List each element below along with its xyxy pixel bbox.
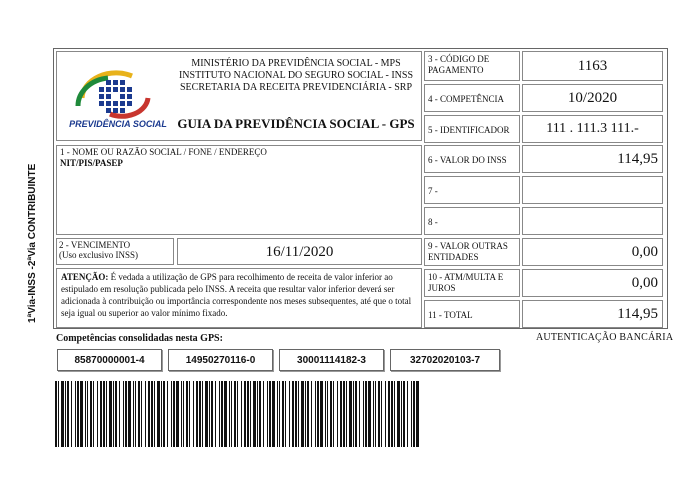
- previdencia-logo: [68, 68, 168, 130]
- vencimento-label: 2 - VENCIMENTO: [59, 240, 131, 250]
- field-10-label: 10 - ATM/MULTA E JUROS: [424, 269, 520, 297]
- logo-dot-grid: [99, 80, 132, 113]
- field-7-value: [522, 176, 663, 204]
- barcode-code-2: 14950270116-0: [168, 349, 273, 371]
- field-5-label: 5 - IDENTIFICADOR: [424, 115, 520, 143]
- field-8-value: [522, 207, 663, 235]
- vencimento-sub-label: (Uso exclusivo INSS): [59, 250, 138, 260]
- field-9-label: 9 - VALOR OUTRAS ENTIDADES: [424, 238, 520, 266]
- field-4-value: 10/2020: [522, 84, 663, 112]
- ministry-line-2: INSTITUTO NACIONAL DO SEGURO SOCIAL - INSS: [178, 70, 414, 81]
- field-7-label: 7 -: [424, 176, 520, 204]
- gps-title: GUIA DA PREVIDÊNCIA SOCIAL - GPS: [177, 116, 415, 131]
- vencimento-value: 16/11/2020: [177, 238, 422, 265]
- via-contribuinte-label: 1ªVia-INSS -2ªVia CONTRIBUINTE: [27, 163, 38, 323]
- ministry-line-3: SECRETARIA DA RECEITA PREVIDENCIÁRIA - SRP: [179, 82, 413, 93]
- field-5-value: 111 . 111.3 111.-: [522, 115, 663, 143]
- payment-barcode: [55, 381, 420, 447]
- field-3-value: 1163: [522, 51, 663, 81]
- field-10-value: 0,00: [522, 269, 663, 297]
- barcode-code-1: 85870000001-4: [57, 349, 162, 371]
- field-11-label: 11 - TOTAL: [424, 300, 520, 328]
- field-11-value: 114,95: [522, 300, 663, 328]
- warning-text: É vedada a utilização de GPS para recolhimento de receita de valor inferior ao estipulado em resolução publicada pelo INSS. A receita que resultar valor inferior deverá ser adicionada à contribuição ou importância correspondente nos meses subsequentes, até que o total seja igual ou superior ao valor mínimo fixado.: [61, 272, 412, 318]
- logo-text: PREVIDÊNCIA SOCIAL: [69, 119, 167, 129]
- competencias-label: Competências consolidadas nesta GPS:: [56, 333, 223, 344]
- field-4-label: 4 - COMPETÊNCIA: [424, 84, 520, 112]
- field-6-value: 114,95: [522, 145, 663, 173]
- field-9-value: 0,00: [522, 238, 663, 266]
- autenticacao-label: AUTENTICAÇÃO BANCÁRIA: [536, 332, 674, 343]
- field-8-label: 8 -: [424, 207, 520, 235]
- field-1-label: 1 - NOME OU RAZÃO SOCIAL / FONE / ENDEREÇO: [60, 147, 267, 157]
- field-3-label: 3 - CÓDIGO DE PAGAMENTO: [424, 51, 520, 81]
- logo-red-arc: [110, 98, 148, 116]
- barcode-code-3: 30001114182-3: [279, 349, 384, 371]
- barcode-code-4: 32702020103-7: [390, 349, 500, 371]
- field-1-nit-label: NIT/PIS/PASEP: [60, 158, 123, 168]
- field-6-label: 6 - VALOR DO INSS: [424, 145, 520, 173]
- ministry-heading: [172, 58, 420, 94]
- ministry-line-1: MINISTÉRIO DA PREVIDÊNCIA SOCIAL - MPS: [191, 58, 401, 69]
- field-2-label: [59, 240, 138, 260]
- warning-title: ATENÇÃO:: [61, 272, 109, 282]
- warning-box: [56, 268, 422, 328]
